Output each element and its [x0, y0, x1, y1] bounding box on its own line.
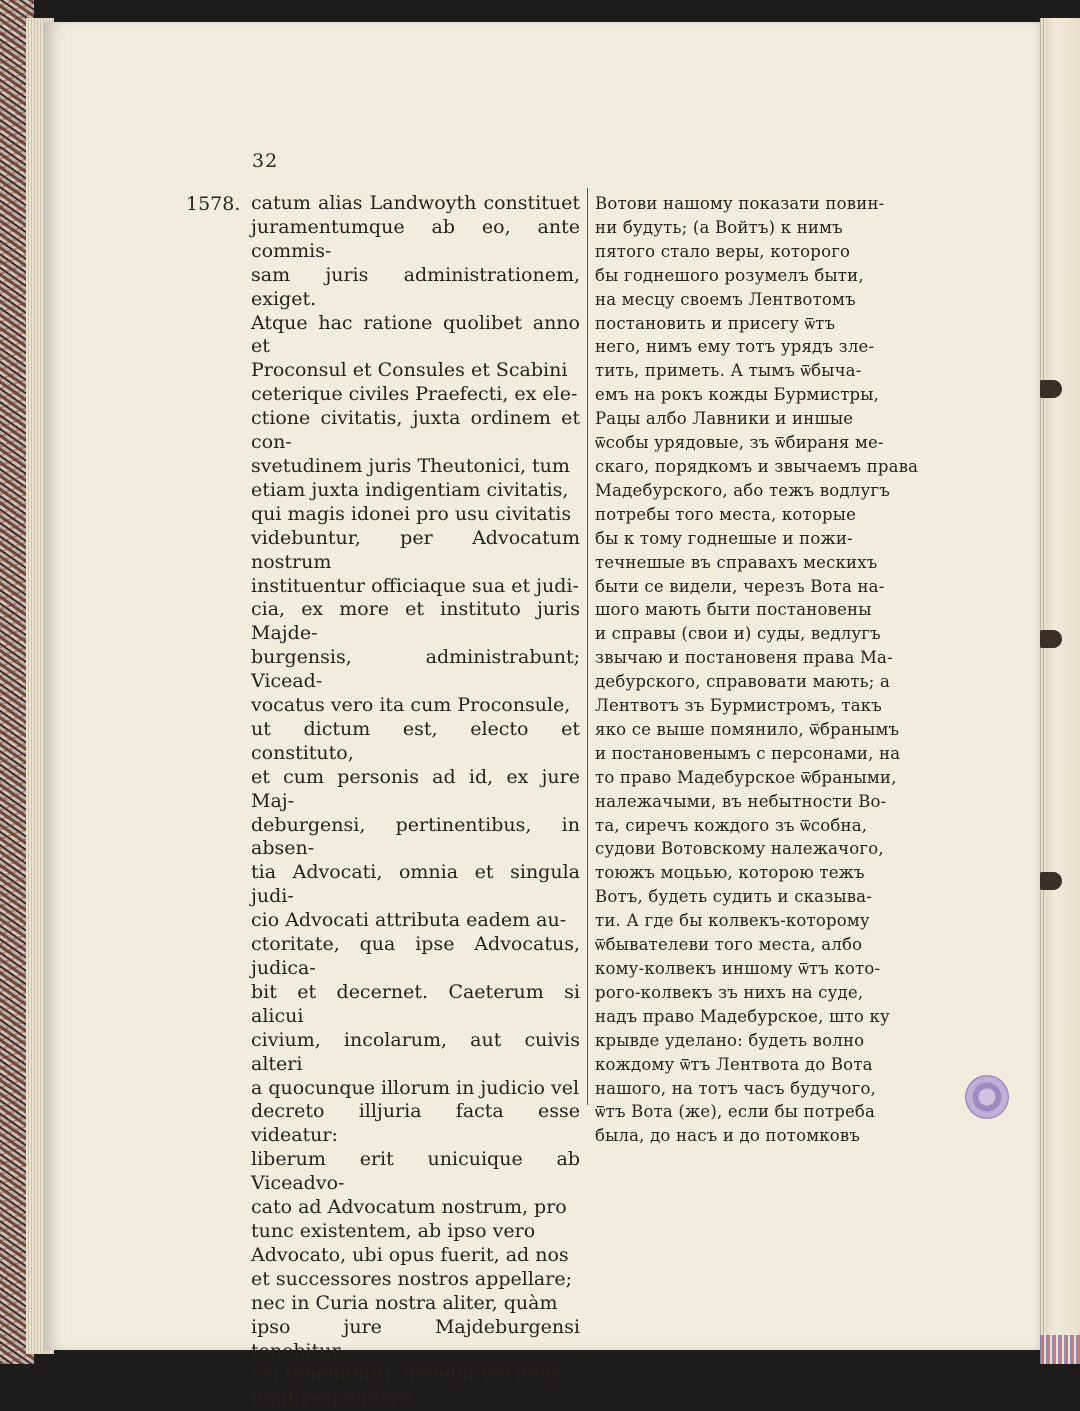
- bookmark-tab: [1040, 872, 1062, 890]
- page-number: 32: [252, 150, 279, 172]
- slavonic-text-column: Вотови нашому показати повин- ни будуть; (а Войтъ) к нимъ пятого стало веры, которого бы годнешого розумелъ быти, на месцу своемъ Лентвотомъ постановить и присегу ѿтъ него, нимъ ему тотъ урядъ зле- тить, приметь. А тымъ ѿбыча- емъ на рокъ кожды Бурмистры, Рацы албо Лавники и иншые ѿсобы урядовые, зъ ѿбираня ме- скаго, порядкомъ и звычаемъ права Мадебурского, або тежъ водлугъ потребы того места, которые бы к тому годнешые и пожи- течнешые въ справахъ мескихъ быти се видели, черезъ Вота на- шого мають быти постановены и справы (свои и) суды, ведлугъ звычаю и постановеня права Ма- дебурского, справовати мають; а Лентвотъ зъ Бурмистромъ, такъ яко се выше помянило, ѿбранымъ и постановенымъ с персонами, на то право Мадебурское ѿбраными, належачыми, въ небытности Во- та, сиречъ кождого зъ ѿсобна, судови Вотовскому належачого, тоюжъ моцьью, которою тежъ Вотъ, будеть судить и сказыва- ти. А где бы колвекъ-которому ѿбывателеви того места, албо кому-колвекъ иншому ѿтъ кото- рого-колвекъ зъ нихъ на суде, надъ право Мадебурское, што ку крывде уделано: будеть волно кождому ѿтъ Лентвота до Вота нашого, на тотъ часъ будучого, ѿтъ Вота (же), если бы потреба была, до насъ и до потомковъ: [595, 194, 919, 1146]
- page-stack-right: [1040, 18, 1080, 1364]
- column-divider: [587, 188, 588, 1105]
- latin-text-column: catum alias Landwoyth constituet juramentumque ab eo, ante commis- sam juris administrationem, exiget. Atque hac ratione quolibet anno et Proconsul et Consules et Scabini ceterique civiles Praefecti, ex ele- ctione civitatis, juxta ordinem et con- svetudinem juris Theutonici, tum etiam juxta indigentiam civitatis, qui magis idonei pro usu civitatis videbuntur, per Advocatum nostrum instituentur officiaque sua et judi- cia, ex more et instituto juris Majde- burgensis, administrabunt; Vicead- vocatus vero ita cum Proconsule, ut dictum est, electo et constituto, et cum personis ad id, ex jure Maj- deburgensi, pertinentibus, in absen- tia Advocati, omnia et singula judi- cio Advocati attributa eadem au- ctoritate, qua ipse Advocatus, judica- bit et decernet. Caeterum si alicui civium, incolarum, aut cuivis alteri a quocunque illorum in judicio vel decreto illjuria facta esse videatur: liberum erit unicuique ab Viceadvo- cato ad Advocatum nostrum, pro tunc existentem, ab ipso vero Advocato, ubi opus fuerit, ad nos et successores nostros appellare; nec in Curia nostra aliter, quàm ipso jure Majdeburgensi tenebitur vel tenebuntur, debebit vel debe- bunt respondere.: [251, 192, 580, 1410]
- bookmark-tab: [1040, 630, 1062, 648]
- margin-year: 1578.: [186, 193, 241, 215]
- color-calibration-strip: [1040, 1335, 1080, 1364]
- bookmark-tab: [1040, 380, 1062, 398]
- library-stamp: [965, 1075, 1009, 1119]
